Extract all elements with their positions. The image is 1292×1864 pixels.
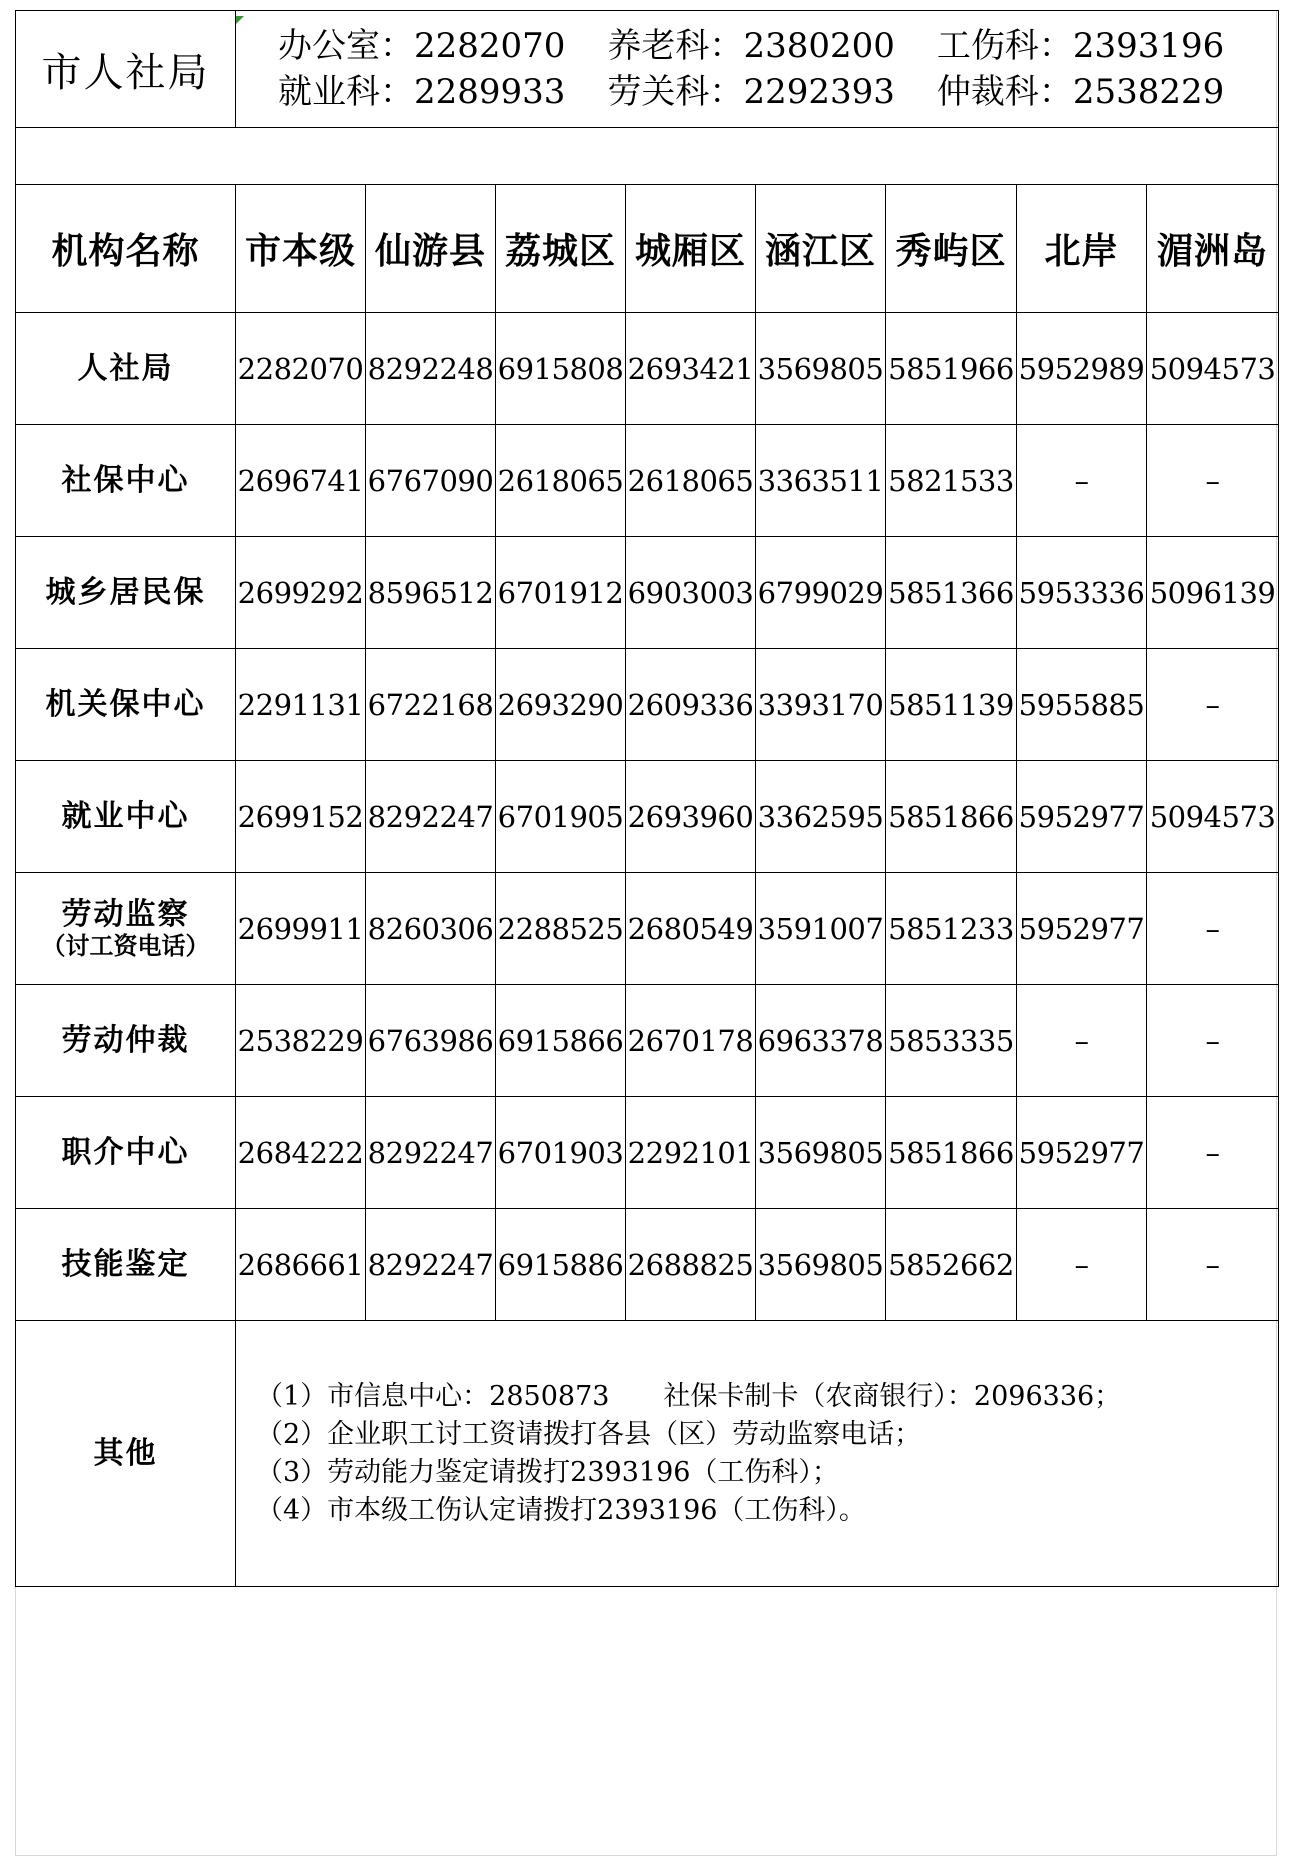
phone-cell: 2688825 (626, 1209, 756, 1321)
phone-cell: 5096139 (1147, 537, 1279, 649)
phone-cell: – (1147, 649, 1279, 761)
phone-cell: – (1147, 1209, 1279, 1321)
phone-cell: – (1147, 873, 1279, 985)
row-label: 机关保中心 (45, 686, 206, 722)
phone-cell: 5955885 (1017, 649, 1147, 761)
phone-cell: 8292247 (366, 761, 496, 873)
column-header: 涵江区 (756, 185, 886, 313)
row-label: 劳动仲裁 (61, 1022, 190, 1058)
column-header: 城厢区 (626, 185, 756, 313)
row-label: 社保中心 (61, 462, 190, 498)
phone-cell: 6763986 (366, 985, 496, 1097)
phone-cell: 2699152 (236, 761, 366, 873)
column-header: 荔城区 (496, 185, 626, 313)
note-line: （4）市本级工伤认定请拨打2393196（工伤科）。 (256, 1494, 866, 1526)
row-label-cell (16, 537, 236, 649)
phone-item: 就业科：2289933 (278, 72, 566, 112)
phone-cell: 6767090 (366, 425, 496, 537)
column-header: 仙游县 (366, 185, 496, 313)
phone-cell: 2609336 (626, 649, 756, 761)
table-row (16, 1209, 1279, 1321)
phone-cell: 8292247 (366, 1097, 496, 1209)
phone-cell: – (1147, 425, 1279, 537)
bureau-phones (236, 11, 1279, 128)
phone-cell: 6915808 (496, 313, 626, 425)
table-row (16, 649, 1279, 761)
table-row (16, 537, 1279, 649)
contact-table (15, 10, 1279, 1587)
bureau-title: 市人社局 (16, 11, 236, 128)
phone-cell: 2288525 (496, 873, 626, 985)
table-row (16, 985, 1279, 1097)
phone-cell: 6799029 (756, 537, 886, 649)
table-row (16, 425, 1279, 537)
notes-label: 其他 (16, 1321, 236, 1587)
phone-cell: 5853335 (886, 985, 1017, 1097)
phone-item: 仲裁科：2538229 (936, 72, 1225, 112)
phone-cell: 5952977 (1017, 1097, 1147, 1209)
phone-item: 劳关科：2292393 (607, 72, 895, 112)
phone-cell: 6903003 (626, 537, 756, 649)
phone-cell: 6915866 (496, 985, 626, 1097)
phone-cell: 6963378 (756, 985, 886, 1097)
column-header-row (16, 185, 1279, 313)
table-row (16, 761, 1279, 873)
phone-cell: 2686661 (236, 1209, 366, 1321)
phone-cell: 5851966 (886, 313, 1017, 425)
row-label: 劳动监察 (61, 896, 190, 932)
column-header: 机构名称 (16, 185, 236, 313)
phone-cell: 2680549 (626, 873, 756, 985)
phone-cell: 2292101 (626, 1097, 756, 1209)
phone-cell: 8260306 (366, 873, 496, 985)
spacer-row (16, 128, 1279, 185)
phone-cell: – (1147, 985, 1279, 1097)
header-row (16, 11, 1279, 128)
phone-cell: 2693290 (496, 649, 626, 761)
phone-cell: 3591007 (756, 873, 886, 985)
phone-cell: 2693421 (626, 313, 756, 425)
cell-comment-marker (236, 16, 244, 24)
table-row (16, 873, 1279, 985)
row-sublabel: （讨工资电话） (41, 930, 210, 960)
phone-cell: 8596512 (366, 537, 496, 649)
phone-cell: 5851139 (886, 649, 1017, 761)
column-header: 北岸 (1017, 185, 1147, 313)
row-label-cell (16, 313, 236, 425)
row-label: 人社局 (77, 350, 174, 386)
phone-cell: 8292247 (366, 1209, 496, 1321)
phone-cell: 5852662 (886, 1209, 1017, 1321)
note-line: （2）企业职工讨工资请拨打各县（区）劳动监察电话； (256, 1418, 922, 1450)
phone-cell: 3363511 (756, 425, 886, 537)
phone-cell: 5952989 (1017, 313, 1147, 425)
phone-cell: 3393170 (756, 649, 886, 761)
phone-cell: 2670178 (626, 985, 756, 1097)
phone-cell: 6701912 (496, 537, 626, 649)
phone-cell: – (1147, 1097, 1279, 1209)
phone-cell: 6701905 (496, 761, 626, 873)
phone-cell: 6915886 (496, 1209, 626, 1321)
table-row (16, 1097, 1279, 1209)
phone-line (278, 23, 1278, 69)
phone-cell: 2282070 (236, 313, 366, 425)
phone-cell: 5851366 (886, 537, 1017, 649)
row-label-cell (16, 1209, 236, 1321)
row-label-cell (16, 985, 236, 1097)
row-label-cell (16, 873, 236, 985)
phone-cell: 3362595 (756, 761, 886, 873)
phone-cell: 2291131 (236, 649, 366, 761)
phone-cell: 2538229 (236, 985, 366, 1097)
row-label: 技能鉴定 (61, 1246, 190, 1282)
phone-cell: 5851866 (886, 1097, 1017, 1209)
phone-cell: 5851866 (886, 761, 1017, 873)
phone-cell: 5821533 (886, 425, 1017, 537)
row-label: 职介中心 (61, 1134, 190, 1170)
phone-cell: 8292248 (366, 313, 496, 425)
phone-cell: 3569805 (756, 313, 886, 425)
phone-cell: 5094573 (1147, 761, 1279, 873)
phone-cell: – (1017, 985, 1147, 1097)
note-line: （1）市信息中心：2850873 社保卡制卡（农商银行）：2096336； (256, 1380, 1122, 1412)
phone-cell: 2618065 (626, 425, 756, 537)
spacer-cell (16, 128, 1279, 185)
phone-cell: 2693960 (626, 761, 756, 873)
phone-cell: 6701903 (496, 1097, 626, 1209)
phone-cell: – (1017, 1209, 1147, 1321)
row-label: 就业中心 (61, 798, 190, 834)
phone-item: 养老科：2380200 (607, 26, 895, 66)
notes-cell (236, 1321, 1279, 1587)
row-label-cell (16, 761, 236, 873)
phone-cell: 5952977 (1017, 761, 1147, 873)
phone-cell: 5094573 (1147, 313, 1279, 425)
row-label: 城乡居民保 (45, 574, 206, 610)
phone-line (278, 69, 1278, 115)
phone-cell: 5851233 (886, 873, 1017, 985)
phone-cell: 2699911 (236, 873, 366, 985)
phone-cell: 6722168 (366, 649, 496, 761)
row-label-cell (16, 425, 236, 537)
notes-row (16, 1321, 1279, 1587)
column-header: 市本级 (236, 185, 366, 313)
phone-cell: 5952977 (1017, 873, 1147, 985)
row-label-cell (16, 1097, 236, 1209)
table-row (16, 313, 1279, 425)
column-header: 湄洲岛 (1147, 185, 1279, 313)
row-label-cell (16, 649, 236, 761)
phone-cell: 2696741 (236, 425, 366, 537)
note-line: （3）劳动能力鉴定请拨打2393196（工伤科）； (256, 1456, 839, 1488)
phone-cell: 2699292 (236, 537, 366, 649)
phone-cell: – (1017, 425, 1147, 537)
phone-cell: 2684222 (236, 1097, 366, 1209)
phone-cell: 5953336 (1017, 537, 1147, 649)
phone-item: 工伤科：2393196 (936, 26, 1225, 66)
phone-cell: 2618065 (496, 425, 626, 537)
column-header: 秀屿区 (886, 185, 1017, 313)
phone-cell: 3569805 (756, 1097, 886, 1209)
phone-cell: 3569805 (756, 1209, 886, 1321)
phone-item: 办公室：2282070 (278, 26, 566, 66)
